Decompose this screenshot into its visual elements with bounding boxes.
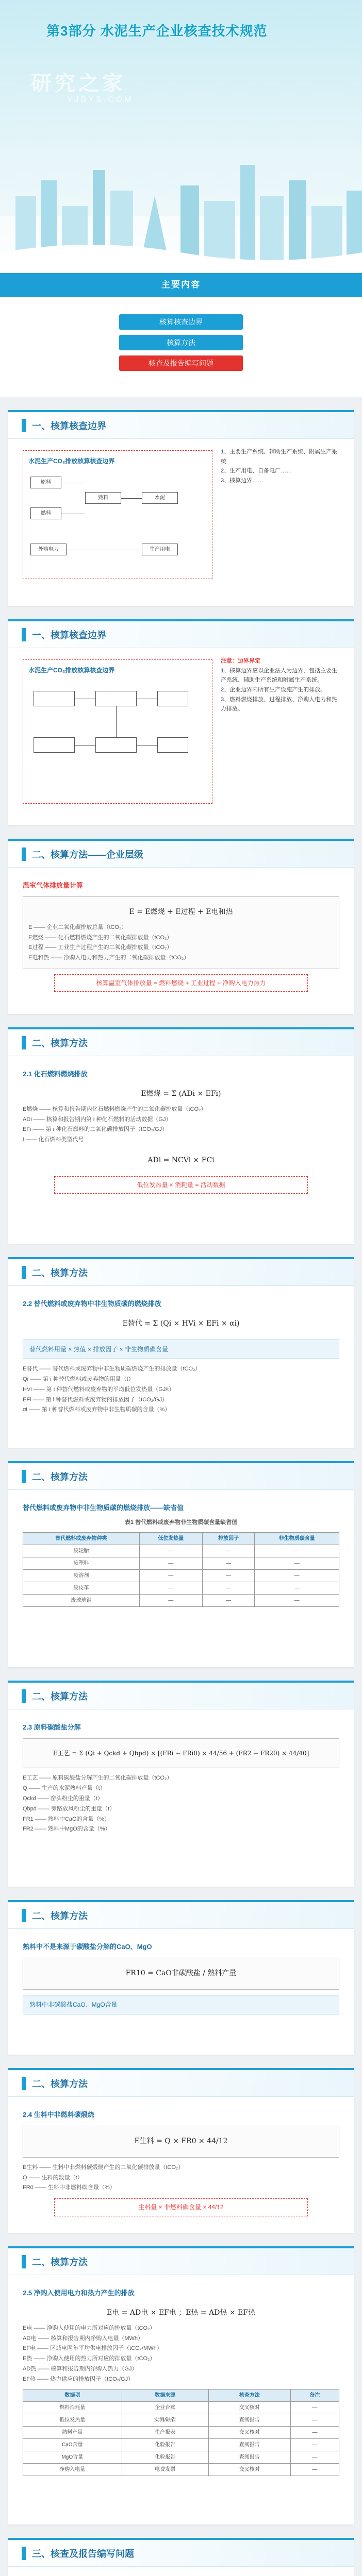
slide-title: 二、核算方法 <box>32 2078 88 2089</box>
note-line: 3、燃料燃烧排放、过程排放、净购入电力和热力排放。 <box>221 696 338 713</box>
slide-electricity-heat <box>8 2246 354 2524</box>
toc-heading: 主要内容 <box>0 273 362 297</box>
definition-line: FR1 —— 熟料中CaO的含量（%） <box>23 1816 110 1822</box>
slide-body <box>8 868 354 1008</box>
table-row: 低位发热量 实测/缺省 查阅报告 — <box>23 2414 339 2426</box>
formula: E燃烧 = Σ (ADi × EFi) <box>141 1090 221 1098</box>
table-row: 熟料产量 生产报表 交叉核对 — <box>23 2426 339 2438</box>
toc-item-issues[interactable]: 核查及报告编写问题 <box>119 355 243 371</box>
slide-body <box>8 648 354 818</box>
diagram-title: 水泥生产CO₂排放核算核查边界 <box>28 667 115 674</box>
definition-line: FR0 —— 生料中非燃料碳含量（%） <box>23 2184 116 2191</box>
diagram-box: 燃料 <box>30 507 61 519</box>
formula-box <box>23 1738 339 1768</box>
table-row: MgO含量 化验报告 查阅报告 — <box>23 2451 339 2463</box>
table-caption: 表1 替代燃料或废弃物非生物质碳含量缺省值 <box>124 1519 238 1526</box>
slide-header <box>8 1259 354 1286</box>
slide-body <box>8 2097 354 2233</box>
slide-body <box>8 2275 354 2492</box>
slide-body <box>8 439 354 594</box>
sub-heading: 2.1 化石燃料燃烧排放 <box>23 1070 88 1078</box>
slide-header <box>8 1029 354 1056</box>
definition-line: αi —— 第 i 种替代燃料或废弃物中非生物质碳的含量（%） <box>23 1406 171 1413</box>
definition-line: AD热 —— 核算和报告期内净购入热力（GJ） <box>23 2366 138 2372</box>
table-row: 废塑料 — — — <box>23 1557 339 1569</box>
table-row: CaO含量 化验报告 查阅报告 — <box>23 2438 339 2451</box>
definition-line: Qckd —— 窑头粉尘的重量（t） <box>23 1795 103 1802</box>
table-header: 核查方法 <box>208 2389 290 2401</box>
slide-boundary-2 <box>8 619 354 825</box>
cover-title: 第3部分 水泥生产企业核查技术规范 <box>46 23 268 39</box>
slide-header <box>8 412 354 439</box>
slide-title: 一、核算核查边界 <box>32 630 106 640</box>
formula-box <box>23 1958 339 1990</box>
slide-header <box>8 1902 354 1929</box>
definition-line: Qi —— 第 i 种替代燃料或废弃物的用量（t） <box>23 1376 134 1383</box>
definition-line: AD电 —— 核算和报告期内净购入电量（MWh） <box>23 2335 144 2342</box>
slide-title: 二、核算方法 <box>32 1471 88 1482</box>
slide-header <box>8 841 354 868</box>
definition-line: E过程 —— 工业生产过程产生的二氧化碳排放量（tCO₂） <box>28 944 173 951</box>
definition-line: E替代 —— 替代燃料或废弃物中非生物质碳燃烧产生的排放量（tCO₂） <box>23 1366 201 1372</box>
formula: E生料 = Q × FR0 × 44/12 <box>134 2137 228 2146</box>
cover <box>0 0 362 268</box>
summary-note: 低位发热量 × 消耗量 = 活动数据 <box>54 1176 307 1194</box>
definition-line: i —— 化石燃料类型代号 <box>23 1137 84 1143</box>
slide-body <box>8 1709 354 1846</box>
diagram-box: 熟料 <box>85 492 121 504</box>
table-row: 废溶剂 — — — <box>23 1569 339 1582</box>
table-header: 排放因子 <box>202 1532 254 1545</box>
cover-brand-sub: YJBYS.COM <box>67 95 134 104</box>
note-line: 3、核算边界…… <box>221 478 264 484</box>
table-row: 净购入电量 电费发票 交叉核对 — <box>23 2463 339 2476</box>
slide-title: 二、核算方法 <box>32 1910 88 1921</box>
formula-note: 替代燃料用量 × 热值 × 排放因子 × 非生物质碳含量 <box>23 1340 339 1359</box>
definition-line: E工艺 —— 原料碳酸盐分解产生的二氧化碳排放量（tCO₂） <box>23 1775 173 1782</box>
definition-line: E电和热 —— 净购入电力和热力产生的二氧化碳排放量（tCO₂） <box>28 955 190 961</box>
definition-line: E电 —— 净购入使用的电力所对应的排放量（tCO₂） <box>23 2325 156 2331</box>
formula: E = E燃烧 + E过程 + E电和热 <box>129 908 233 917</box>
definition-line: EF电 —— 区域电网年平均供电排放因子（tCO₂/MWh） <box>23 2345 162 2352</box>
slide-alt-fuel <box>8 1257 354 1448</box>
sub-heading: 替代燃料或废弃物中非生物质碳的燃烧排放——缺省值 <box>23 1504 184 1512</box>
slide-header <box>8 2070 354 2097</box>
section-heading: 温室气体排放量计算 <box>23 882 84 889</box>
summary-note: 核算温室气体排放量 = 燃料燃烧 + 工业过程 + 净购入电力热力 <box>54 974 307 992</box>
slide-body <box>8 1056 354 1210</box>
definition-line: EF热 —— 热力供应的排放因子（tCO₂/GJ） <box>23 2376 134 2382</box>
slide-title: 二、核算方法——企业层级 <box>32 849 143 860</box>
slide-body <box>8 1929 354 2031</box>
definition-line: E热 —— 净购入使用的热力所对应的排放量（tCO₂） <box>23 2355 156 2362</box>
skyline-illustration <box>0 134 362 268</box>
definition-line: ADi —— 核算和报告期内第 i 种化石燃料的活动数据（GJ） <box>23 1116 172 1123</box>
note-line: 1、核算边界应以企业法人为边界，包括主要生产系统、辅助生产系统和附属生产系统。 <box>221 667 338 684</box>
diagram-box: 外购电力 <box>30 544 67 555</box>
definition-line: HVi —— 第 i 种替代燃料或废弃物的平均低位发热量（GJ/t） <box>23 1386 175 1393</box>
definition-line: E —— 企业二氧化碳排放总量（tCO₂） <box>28 924 127 930</box>
cover-brand: 研究之家 <box>31 72 126 95</box>
note-line: 2、企业边界内所有生产设施产生的排放。 <box>221 687 326 693</box>
slide-title: 三、核查及报告编写问题 <box>32 2548 134 2559</box>
slide-body <box>8 1286 354 1427</box>
diagram-box: 水泥 <box>142 492 178 504</box>
slide-default-values <box>8 1461 354 1667</box>
slide-title: 一、核算核查边界 <box>32 420 106 431</box>
sub-heading: 2.5 净购入使用电力和热力产生的排放 <box>23 2289 135 2297</box>
slide-header <box>8 621 354 648</box>
slide-carbonate <box>8 1681 354 1887</box>
table-header: 备注 <box>290 2389 339 2401</box>
slide-header <box>8 1463 354 1490</box>
boundary-diagram <box>23 450 212 579</box>
slide-fuel-combustion <box>8 1027 354 1244</box>
toc-list <box>0 297 362 381</box>
sub-heading: 2.2 替代燃料或废弃物中非生物质碳的燃烧排放 <box>23 1300 161 1308</box>
table-header: 数据来源 <box>122 2389 208 2401</box>
formula: E电 = AD电 × EF电 ；E热 = AD热 × EF热 <box>107 2309 255 2317</box>
slide-issues-1 <box>8 2538 354 2576</box>
toc-item-boundary[interactable]: 核算核查边界 <box>119 314 243 330</box>
definition-line: EFi —— 第 i 种化石燃料的二氧化碳排放因子（tCO₂/GJ） <box>23 1126 168 1133</box>
slide-title: 二、核算方法 <box>32 1691 88 1702</box>
formula-2: ADi = NCVi × FCi <box>147 1156 215 1165</box>
slide-header <box>8 2248 354 2275</box>
slide-method-enterprise <box>8 839 354 1014</box>
definition-line: Q —— 生料的数量（t） <box>23 2174 83 2181</box>
toc-section <box>0 268 362 397</box>
slide-non-carbonate <box>8 1900 354 2055</box>
diagram-title: 水泥生产CO₂排放核算核查边界 <box>28 457 115 465</box>
definition-line: E燃烧 —— 化石燃料燃烧产生的二氧化碳排放量（tCO₂） <box>28 934 173 941</box>
slide-raw-meal <box>8 2068 354 2233</box>
boundary-notes <box>221 447 339 582</box>
definition-line: Q —— 生产的水泥熟料产量（t） <box>23 1785 106 1792</box>
slide-header <box>8 1683 354 1709</box>
summary-note: 生料量 × 非燃料碳含量 × 44/12 <box>54 2198 307 2216</box>
definition-line: E生料 —— 生料中非燃料碳煅烧产生的二氧化碳排放量（tCO₂） <box>23 2164 184 2171</box>
table-header: 非生物质碳含量 <box>255 1532 339 1545</box>
data-source-table <box>23 2389 339 2476</box>
slide-title: 二、核算方法 <box>32 1038 88 1048</box>
slide-header <box>8 2540 354 2567</box>
formula: FR10 = CaO非碳酸盐 / 熟料产量 <box>125 1969 237 1978</box>
table-header: 数据项 <box>23 2389 122 2401</box>
definition-line: FR2 —— 熟料中MgO的含量（%） <box>23 1826 111 1833</box>
diagram-box: 生产用电 <box>142 544 178 555</box>
formula: E工艺 = Σ (Qi + Qckd + Qbpd) × [(FRi − FRi0) × 44/56 + (FR2 − FR20) × 44/40] <box>53 1750 309 1757</box>
slide-body <box>8 2567 354 2576</box>
formula-box <box>23 2126 339 2158</box>
default-values-table <box>23 1532 339 1607</box>
slide-title: 二、核算方法 <box>32 2257 88 2267</box>
table-row: 废皮革 — — — <box>23 1582 339 1594</box>
table-row: 燃料消耗量 企业台账 交叉核对 — <box>23 2401 339 2414</box>
formula-note: 熟料中非碳酸盐CaO、MgO含量 <box>23 1995 339 2014</box>
slide-body <box>8 1490 354 1622</box>
definition-line: E燃烧 —— 核算和报告期内化石燃料燃烧产生的二氧化碳排放量（tCO₂） <box>23 1106 207 1112</box>
note-line: 1、主要生产系统、辅助生产系统、附属生产系统 <box>221 449 338 465</box>
definition-line: Qbpd —— 旁路放风粉尘的重量（t） <box>23 1805 116 1812</box>
sub-heading: 2.3 原料碳酸盐分解 <box>23 1723 81 1731</box>
formula: E替代 = Σ (Qi × HVi × EFi × αi) <box>122 1319 240 1328</box>
diagram-box: 原料 <box>30 477 61 488</box>
sub-heading: 2.4 生料中非燃料碳煅烧 <box>23 2111 94 2119</box>
note-highlight: 注意：边界界定 <box>221 658 260 664</box>
table-row: 废轮胎 — — — <box>23 1545 339 1557</box>
table-header: 替代燃料或废弃物种类 <box>23 1532 140 1545</box>
table-row: 废玻璃钢 — — — <box>23 1594 339 1606</box>
table-header: 低位发热量 <box>139 1532 202 1545</box>
note-line: 2、生产用电、自备电厂…… <box>221 468 292 474</box>
toc-item-method[interactable]: 核算方法 <box>119 335 243 350</box>
definition-line: EFi —— 第 i 种替代燃料或废弃物的排放因子（tCO₂/GJ） <box>23 1396 168 1403</box>
slide-boundary-1 <box>8 410 354 606</box>
slide-title: 二、核算方法 <box>32 1267 88 1278</box>
sub-heading: 熟料中不是来源于碳酸盐分解的CaO、MgO <box>23 1943 152 1951</box>
formula-box <box>23 896 339 969</box>
boundary-notes <box>221 656 339 807</box>
boundary-diagram <box>23 659 212 804</box>
